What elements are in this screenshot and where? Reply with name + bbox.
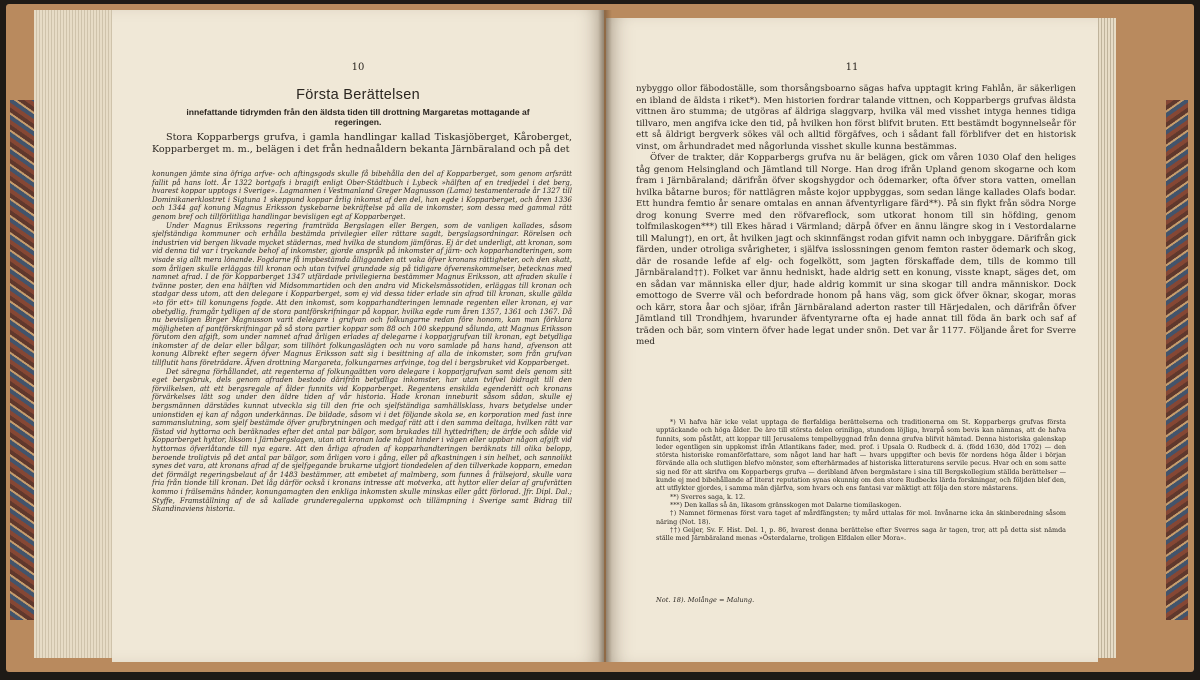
footnote: **) Sverres saga, k. 12. (670, 492, 746, 501)
footnote-paragraph: Under Magnus Erikssons regering framträda Bergslagen eller Bergen, som de vanligen kallades, såsom sjelfständiga kommuner och erhålla bestämda privilegier eller rättare sagdt, bergslagsordningar. Rörelsen och industrien vid bergen likvade mycket städernas, med hvilka de stundom jämföras. Ej är det underligt, att kronan, som vid denna tid var i tryckande behof af inkomster, gjorde anspråk på inkomster af järn- och kopparhandteringen, som visade sig allt mera lönande. Fogdarne få impbestämda ålligganden att vaka öfver kronans rättigheter, och den skatt, som årligen skulle erläggas till kronan och utan tvifvel grundade sig på tidigare öfverenskommelser, betecknas med namnet afrad. I de för Kopparberget 1347 utfärdade privilegierna bestämmer Magnus Eriksson, att afraden skulle i tvänne poster, den ena hälften vid Midsommartiden och den andra vid Mickelsmässotiden, erläggas till kronan och stadgar dess utom, att den delegare i Kopparberget, som ej vid dessa tider erlade sin afrad till kronan, skulle gälda »to för ett» till konungens fogde. Att den inkomst, som kopparhandteringen lemnade regenten eller kronan, ej var obetydlig, framgår tydligen af de stora pantförskrifningar på koppar, hvilka egde rum åren 1357, 1361 och 1367. Då nu bevisligen Birger Magnusson varit delegare i grufvan och folkungarne redan före honom, kan man förklara möjligheten af pantförskrifningar på så stora partier koppar som 88 och 100 skeppund sålunda, att Magnus Eriksson förutom den afgift, som under namnet afrad årligen erlades af delegarne i kopparjgrufvan till kronan, egt betydliga inkomster af de delar eller bålgar, som tillhört folkungaslägten och nu voro samlade på hans hand, afvenson att konung Albrekt efter segern öfver Magnus Eriksson satt sig i besittning af alla de inkomster, som från grufvan tillflutit hans företrädare. Äfven drottning Margareta, folkungarnes arfvinge, tog del i bergsbruket vid Kopparberget. (152, 221, 573, 368)
book-gutter (598, 10, 612, 662)
footnote: *) Vi hafva här icke velat upptaga de flerfaldiga berättelserna och traditionerna om St. Kopparbergs grufvas första upptäckande och höga ålder. De äro till största delen oriniliga, stundom löjliga, hvarpå som bevis kan nämnas, att de hafva funnits, som påstått, att koppar till Jerusalems tempelbyggnad från denna grufva blifvit hämtad. Denna historiska galenskap leder egentligen sin uppkomst ifrån Atlantikans fader, med. prof. i Upsala O. Rudbeck d. ä. (född 1630, död 1702) — den största historiske romanförfattare, som något land har haft — hvars uppgifter och bevis för nordens höga ålder i början förvände alla och slutligen blefvo mönster, som efterhärmades af historiska litteraturens servile pecus. Hvar och en som satte sig ned för att skrifva om Kopparbergs grufva — deribland äfven bergmästare i sina till Bergskollegium ställda berättelser — kunde ej med bibehållande af literat reputation synas okunnig om den store Rudbecks lärda forskningar, och följden blef den, att utflykter gjordes, i samma män djärfva, som hvars och ens fantasi var mäktigt att följa den store mästarens. (656, 418, 1066, 493)
page-number: 11 (845, 62, 859, 73)
chapter-title: Första Berättelsen (296, 87, 420, 103)
body-paragraph: Öfver de trakter, där Kopparbergs grufva nu är belägen, gick om våren 1030 Olaf den heliges tåg genom Helsingland och Jämtland till Norge. Han drog ifrån Upland genom skogarne och kom fram i Järnbäraland; därifrån öfver skogshygdor och ödemarker, ofta öfver stora vatten, omellan hvilka båtarne buros; för nattlägren måste kojor uppbyggas, som sedan länge kallades Olafs bodar. Ett hundra femtio år senare omtalas en annan äfventyrligare färd**). På sin flykt från södra Norge drog konung Sverre med den röfvareflock, som utkorat honom till sin höfding, genom tolfmilaskogen***) till Ekes härad i Värmland; därpå öfver en ännu längre skog in i Vestordalarne till Malung†), en ort, åt hvilken jagt och skinnfängst rodan gifvit namn och inbyggare. Därifrån gick färden, under otroliga svårigheter, i själfva isslossningen genom femton raster ödemark och skog, där de rosande lefde af elg- och fogelkött, som jagten förskaffade dem, tills de kommo till Järnbäraland††). Folket var ännu hedniskt, hade aldrig sett en konung, visste knapt, säges det, om en sådan var människa eller djur, hade aldrig kommit ur sina skogar till andra människor. Dock emottogo de Sverre väl och befordrade honom på hans väg, som gick öfver öknar, skogar, moras och kärr, stora åar och sjöar, ifrån Järnbäraland aderton raster till Härjedalen, och därifrån öfver Jämtland till Trondhjem, hvarunder äfventyrarne ofta ej hade annat till föda än bark och saf af träden och bär, som vintern öfver hade legat under snön. Det var år 1177. Följande året for Sverre med (636, 153, 1076, 347)
footnotes (656, 418, 1066, 542)
body-paragraph: nybyggo ollor fäbodoställe, som thorsångsboarno sägas hafva upptagit kring Fahlån, är säkerligen en ibland de äldsta i riket*). Men historien fordrar talande vittnen, och Kopparbergs grufvas äldsta vittnen äro stumma; de utgöras af äldriga slaggvarp, hvilka väl med visshet intyga hennes tidiga tillvaro, men angifva icke den tid, på hvilken hon först blifvit bruten. Ett bestämdt bogynnelseår för ett så äldrigt bergverk sökes väl och alltid förgäfves, och i sådant fall förblifver det en historisk vinst, om århundradet med någorlunda visshet skulle kunna bestämmas. (636, 84, 1076, 152)
footnote-block (152, 170, 572, 514)
chapter-subtitle: innefattande tidrymden från den äldsta tiden till drottning Margaretas mottagande af regeringen. (186, 107, 530, 127)
intro-paragraph: Stora Kopparbergs grufva, i gamla handlingar kallad Tiskasjöberget, Kåroberget, Kopparberget m. m., belägen i det från hednaåldern bekanta Järnbäraland och på det (152, 132, 572, 156)
marbled-edge-left (10, 100, 34, 620)
footnote: ††) Geijer, Sv. F. Hist. Del. 1, p. 86, hvarest denna berättelse efter Sverres saga är tagen, tror, att på detta sist nämda ställe med Järnbäraland menas »Österdalarne, troligen Elfdalen eller Mora». (656, 525, 1066, 543)
main-text (636, 84, 1076, 349)
marbled-edge-right (1166, 100, 1188, 620)
page-stack-right (1096, 18, 1116, 658)
footnote-paragraph: konungen jämte sina öfriga arfve- och aftingsgods skulle få bibehålla den del af Kopparberget, som genom arfsrätt fallit på hans lott. År 1322 bortgafs i bragift enligt Ober-Städtbuch i Lybeck »hälften af en tredjedel i det berg, hvarest koppar upptogs i Sverige». Lagmannen i Vestmanland Greger Magnusson (Lama) testamenterade år 1327 till Dominikanerklostret i Sigtuna 1 skeppund koppar årlig inkomst af den del, han egde i Kopparberget, och åren 1336 och 1344 gaf konung Magnus Eriksson tyskebarne bekräftelse på alla de inkomster, som dessa med gammal rätt genom bref och tillförlitliga handlingar bevisligen egt af Kopparberget. (152, 170, 572, 221)
bottom-note: Not. 18). Molånge = Malung. (656, 596, 755, 604)
footnote: ***) Den kallas så än, likasom gränsskogen mot Dalarne tiomilaskogen. (670, 500, 902, 509)
right-page (606, 18, 1098, 662)
footnote-paragraph: Det säregna förhållandet, att regenterna af folkungaätten voro delegare i kopparjgrufvan samt dels genom sitt eget bergsbruk, dels genom afraden bestodo därifrån betydliga inkomster, har utan tvifvel bidragit till den förvilkelsen, att ett bergsregale af ålder funnits vid Kopparberget. Regentens enskilda egenderätt och kronans förvärkelses lätt sog under den äldre tiden af vår historia. Hade kronan inneburit såsom sådan, skulle ej bergsmännen därstädes kunnat utveckla sig till den frie och sjelfständiga samhällsklass, hvars betydelse under unionstiden ej kan af någon underkännas. De bildade, såsom vi i det följande skola se, en korporation med fast inre sammanslutning, som sjelf bestämde öfver grufbrytningen och medgaf rätt att i den samma deltaga, hvilken rätt var fästad vid hyttorna och beräknades efter det antal par bälgor, som brukades till hyttedriften; de ärfde och sålde vid Kopparberget hyttor, liksom i Järnbergslagen, utan att kronan lade något hinder i vägen eller uppbar någon afgift vid hyttornas öfverlåtande till nya egare. Att den årliga afraden af kopparhandteringen beräknats till olika belopp, beroende troligtvis på det antal par bälgor, som årligen voro i gång, eller på afkastningen i sin helhet, och sannolikt synes det vara, att kronans afrad af de sjelfgegande brukarne utgjort tiondedelen af den tillverkade kopparn, emedan det förmälgt regeringsbelaut af år 1483 bestämmer, att embetet af malmberg, som funnes å frälsejord, skulle vara fria från tionde till kronan. Det låg därför också i kronans intresse att motverka, att hyttor eller delar af grufvrätten kommo i frälsemäns händer, konungamagten den enkliga inkomsten skulle minskas eller gått förlorad. Jfr. Dipl. Dal.; Styffe, Framställning af de så kallade grunderegalerna uppkomst och tillämpning i Sverige samt Bidrag till Skandinaviens historia. (152, 367, 572, 514)
left-page (112, 10, 604, 662)
footnote: †) Namnet förmenas först vara taget af mårdfängsten; ty mård uttalas för mol. Invånarne icka än skinberedning såsom näring (Not. 18). (656, 509, 1066, 526)
page-number: 10 (351, 62, 365, 73)
